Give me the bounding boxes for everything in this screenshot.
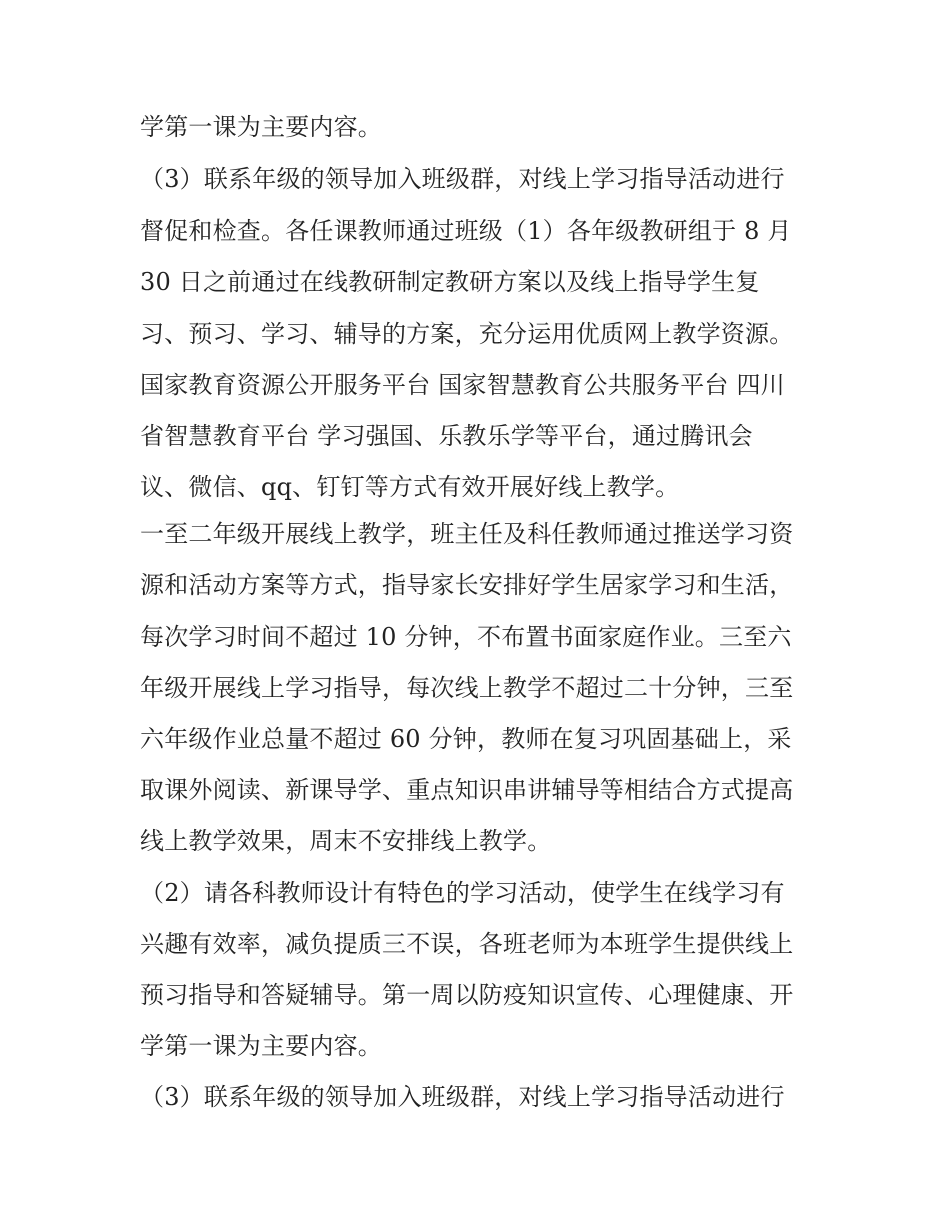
text-line: （3）联系年级的领导加入班级群，对线上学习指导活动进行 [140,165,785,193]
text-line: 学第一课为主要内容。 [140,1032,382,1060]
text-line: 年级开展线上学习指导，每次线上教学不超过二十分钟，三至 [140,674,794,702]
text-line: （3）联系年级的领导加入班级群，对线上学习指导活动进行 [140,1083,785,1111]
text-line: 国家教育资源公开服务平台 国家智慧教育公共服务平台 四川 [140,371,785,399]
text-line: 议、微信、qq、钉钉等方式有效开展好线上教学。 [140,473,680,501]
text-line: 督促和检查。各任课教师通过班级（1）各年级教研组于 8 月 [140,217,792,245]
text-line: 每次学习时间不超过 10 分钟，不布置书面家庭作业。三至六 [140,623,792,651]
text-line: 源和活动方案等方式，指导家长安排好学生居家学习和生活， [140,571,794,599]
text-line: 习、预习、学习、辅导的方案，充分运用优质网上教学资源。 [140,320,794,348]
text-line: 取课外阅读、新课导学、重点知识串讲辅导等相结合方式提高 [140,776,794,804]
text-line: 兴趣有效率，减负提质三不误，各班老师为本班学生提供线上 [140,930,794,958]
text-line: 省智慧教育平台 学习强国、乐教乐学等平台，通过腾讯会 [140,422,753,450]
text-line: 一至二年级开展线上教学，班主任及科任教师通过推送学习资 [140,520,794,548]
text-line: （2）请各科教师设计有特色的学习活动，使学生在线学习有 [140,879,785,907]
text-line: 学第一课为主要内容。 [140,113,382,141]
text-line: 预习指导和答疑辅导。第一周以防疫知识宣传、心理健康、开 [140,981,794,1009]
text-line: 线上教学效果，周末不安排线上教学。 [140,827,552,855]
text-line: 六年级作业总量不超过 60 分钟，教师在复习巩固基础上，采 [140,725,792,753]
text-line: 30 日之前通过在线教研制定教研方案以及线上指导学生复 [140,268,760,296]
